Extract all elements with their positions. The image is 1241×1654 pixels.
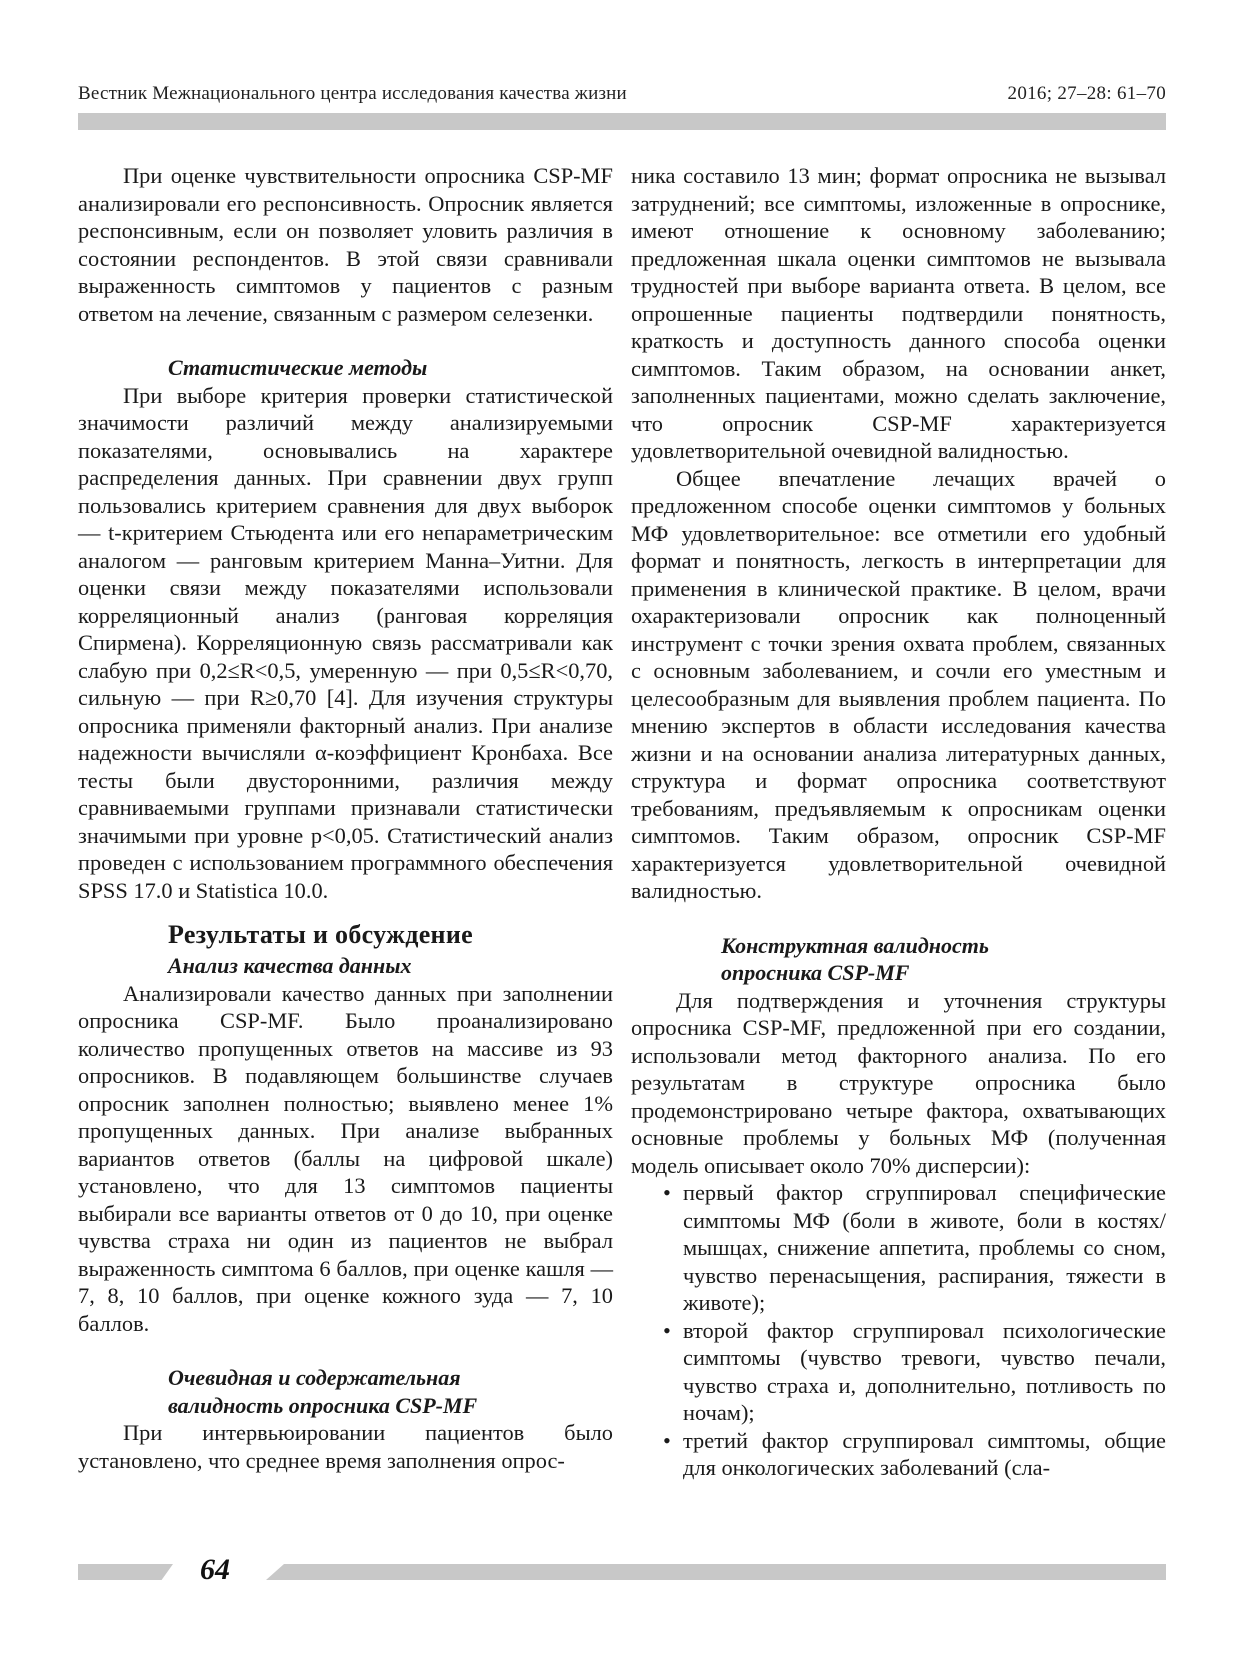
left-column (78, 162, 613, 1474)
list-item: • первый фактор сгруппировал специфические симптомы МФ (боли в животе, боли в костях/мышцах, снижение аппетита, проблемы со сном, чувство перенасыщения, распирания, тяжести в животе); (663, 1179, 1166, 1317)
paragraph-sensitivity: При оценке чувствительности опросника CSP-MF анализировали его респонсивность. Опросник является респонсивным, если он позволяет уловить различия в состоянии респондентов. В этой связи сравнивали выраженность симптомов у пациентов с разным ответом на лечение, связанным с размером селезенки. (78, 163, 613, 326)
subheading-data-quality: Анализ качества данных (168, 953, 412, 978)
factor-list (631, 1179, 1166, 1482)
paragraph-factor-analysis: Для подтверждения и уточнения структуры опросника CSP-MF, предложенной при его создании, использовали метод факторного анализа. По его результатам в структуре опросника было продемонстрировано четыре фактора, охватывающих основные проблемы у больных МФ (полученная модель описывает около 70% дисперсии): (631, 987, 1166, 1178)
header-rule (78, 113, 1166, 130)
subheading-statistical-methods: Статистические методы (168, 355, 428, 380)
paragraph-face-validity: При интервьюировании пациентов было установлено, что среднее время заполнения опрос- (78, 1420, 613, 1473)
footer-rule-left (78, 1564, 173, 1580)
right-column (631, 162, 1166, 1482)
issue-citation: 2016; 27–28: 61–70 (1007, 83, 1166, 104)
footer-rule-right (266, 1564, 1166, 1580)
paragraph-data-quality: Анализировали качество данных при заполнении опросника CSP-MF. Было проанализировано количество пропущенных ответов на массиве из 93 опросников. В подавляющем большинстве случаев опросник заполнен полностью; выявлено менее 1% пропущенных данных. При анализе выбранных вариантов ответов (баллы на цифровой шкале) установлено, что для 13 симптомов пациенты выбирали все варианты ответов от 0 до 10, при оценке чувства страха ни один из пациентов не выбрал выраженность симптома 6 баллов, при оценке кашля — 7, 8, 10 баллов, при оценке кожного зуда — 7, 10 баллов. (78, 980, 613, 1336)
section-heading-results: Результаты и обсуждение (168, 920, 473, 949)
page-number: 64 (200, 1553, 230, 1586)
subheading-construct-validity-line1: Конструктная валидность (721, 932, 989, 958)
paragraph-statistical-methods: При выборе критерия проверки статистической значимости различий между анализируемыми показателями, основывались на характере распределения данных. При сравнении двух групп пользовались критерием сравнения для двух выборок — t-критерием Стьюдента или его непараметрическим аналогом — ранговым критерием Манна–Уитни. Для оценки связи между показателями использовали корреляционный анализ (ранговая корреляция Спирмена). Корреляционную связь рассматривали как слабую при 0,2≤R<0,5, умеренную — при 0,5≤R<0,70, сильную — при R≥0,70 [4]. Для изучения структуры опросника применяли факторный анализ. При анализе надежности вычисляли α-коэффициент Кронбаха. Все тесты были двусторонними, различия между сравниваемыми группами признавали статистически значимыми при уровне p<0,05. Статистический анализ проведен с использованием программного обеспечения SPSS 17.0 и Statistica 10.0. (78, 382, 613, 903)
paragraph-face-validity-continued: ника составило 13 мин; формат опросника не вызывал затруднений; все симптомы, изложенные в опроснике, имеют отношение к основному заболеванию; предложенная шкала оценки симптомов не вызывала трудностей при выборе варианта ответа. В целом, все опрошенные пациенты подтвердили понятность, краткость и доступность данного способа оценки симптомов. Таким образом, на основании анкет, заполненных пациентами, можно сделать заключение, что опросник CSP-MF характеризуется удовлетворительной очевидной валидностью. (631, 163, 1166, 463)
subheading-construct-validity-line2: опросника CSP-MF (721, 960, 910, 985)
paragraph-physicians-impression: Общее впечатление лечащих врачей о предложенном способе оценки симптомов у больных МФ удовлетворительное: все отметили его удобный формат и понятность, легкость в интерпретации для применения в клинической практике. В целом, врачи охарактеризовали опросник как полноценный инструмент с точки зрения охвата проблем, связанных с основным заболеванием, и сочли его уместным и целесообразным для выявления проблем пациента. По мнению экспертов в области исследования качества жизни и на основании анализа литературных данных, структура и формат опросника соответствуют требованиям, предъявляемым к опросникам оценки симптомов. Таким образом, опросник CSP-MF характеризуется удовлетворительной очевидной валидностью. (631, 465, 1166, 903)
journal-title: Вестник Межнационального центра исследования качества жизни (78, 83, 627, 104)
list-item: • третий фактор сгруппировал симптомы, общие для онкологических заболеваний (сла- (663, 1427, 1166, 1482)
subheading-face-validity-line2: валидность опросника CSP-MF (168, 1392, 478, 1418)
list-item: • второй фактор сгруппировал психологические симптомы (чувство тревоги, чувство печали, чувство страха и, дополнительно, потливость по ночам); (663, 1317, 1166, 1427)
subheading-face-validity-line1: Очевидная и содержательная (168, 1365, 461, 1390)
